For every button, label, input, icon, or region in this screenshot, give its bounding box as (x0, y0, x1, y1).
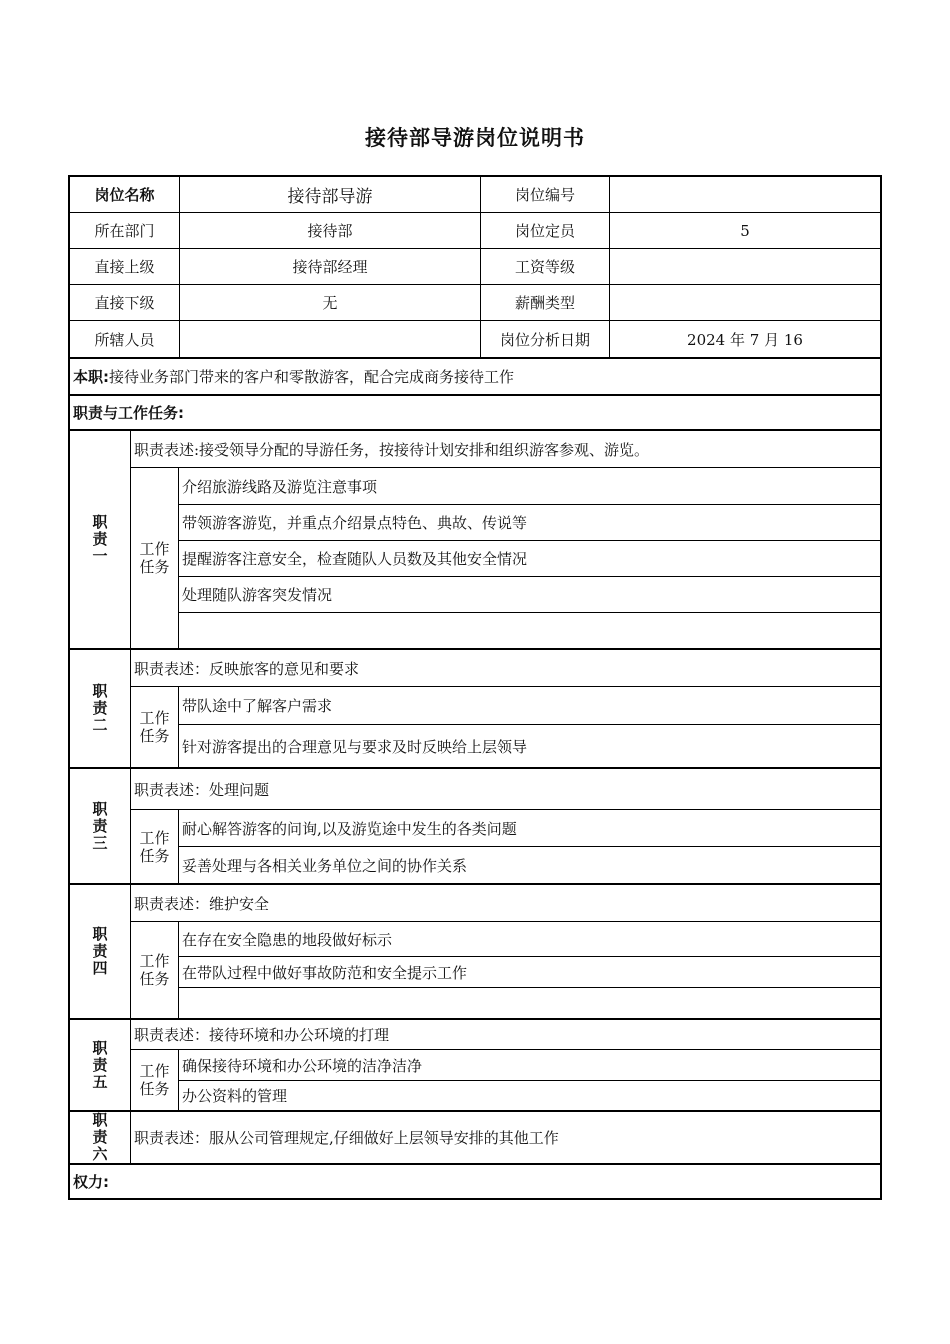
work-tasks-label-line: 工作 (139, 1062, 170, 1080)
work-tasks-label-line: 任务 (139, 727, 170, 745)
task-item: 办公资料的管理 (179, 1080, 880, 1110)
duty-name (70, 650, 131, 767)
work-tasks-label-line: 工作 (139, 709, 170, 727)
work-tasks-label (131, 810, 179, 883)
duty-name-char: 职 (92, 682, 108, 700)
duty-name-char: 一 (92, 547, 108, 565)
info-row (70, 320, 880, 357)
info-value: 2024 年 7 月 16 (609, 321, 880, 357)
task-item: 提醒游客注意安全，检查随队人员数及其他安全情况 (179, 540, 880, 576)
duty-name-char: 二 (92, 716, 108, 734)
duty-name (70, 885, 131, 1018)
duty-name-char: 责 (92, 1128, 108, 1146)
benzhi-text: 接待业务部门带来的客户和零散游客，配合完成商务接待工作 (109, 368, 515, 386)
info-value: 接待部经理 (179, 249, 480, 284)
task-item: 处理随队游客突发情况 (179, 576, 880, 612)
info-value (609, 249, 880, 284)
duty-description: 职责表述：服从公司管理规定,仔细做好上层领导安排的其他工作 (134, 1129, 559, 1147)
info-label: 岗位编号 (480, 177, 609, 212)
duty-description: 职责表述：接待环境和办公环境的打理 (134, 1026, 390, 1044)
info-value (179, 321, 480, 357)
work-tasks-label (131, 1050, 179, 1110)
duty-name-char: 责 (92, 530, 108, 548)
info-value: 5 (609, 213, 880, 248)
duty-block (70, 767, 880, 883)
duty-name-char: 责 (92, 699, 108, 717)
info-label: 工资等级 (480, 249, 609, 284)
work-tasks-label (131, 922, 179, 1018)
work-tasks-label-line: 任务 (139, 1080, 170, 1098)
work-tasks-label (131, 687, 179, 767)
duty-name-char: 四 (92, 959, 108, 977)
info-row (70, 212, 880, 248)
quanli-row (70, 1163, 880, 1198)
info-value: 接待部导游 (179, 177, 480, 212)
duty-name-char: 职 (92, 925, 108, 943)
task-item: 带领游客游览，并重点介绍景点特色、典故、传说等 (179, 504, 880, 540)
duty-name (70, 1020, 131, 1110)
info-label: 所在部门 (94, 222, 155, 240)
duty-name-char: 六 (92, 1145, 108, 1163)
duty-name-char: 责 (92, 942, 108, 960)
duty-name-char: 五 (92, 1072, 108, 1091)
task-item (179, 612, 880, 648)
duty-description: 职责表述：维护安全 (134, 894, 270, 913)
task-item: 妥善处理与各相关业务单位之间的协作关系 (179, 846, 880, 883)
info-value: 无 (179, 285, 480, 320)
work-tasks-label-line: 任务 (139, 846, 170, 865)
duty-block (70, 429, 880, 648)
task-item: 在存在安全隐患的地段做好标示 (182, 930, 393, 949)
duty-block (70, 648, 880, 767)
task-item: 耐心解答游客的问询,以及游览途中发生的各类问题 (182, 819, 517, 838)
work-tasks-label-line: 任务 (139, 970, 170, 988)
info-value: 接待部 (179, 213, 480, 248)
duty-block (70, 1110, 880, 1163)
job-description-table (68, 175, 882, 1200)
info-label: 岗位名称 (94, 186, 155, 204)
work-tasks-label-line: 工作 (139, 540, 170, 558)
info-value (609, 285, 880, 320)
work-tasks-label (131, 468, 179, 648)
duty-description: 职责表述：反映旅客的意见和要求 (134, 659, 360, 678)
duty-name-char: 职 (92, 1111, 108, 1129)
quanli-label: 权力: (73, 1173, 109, 1191)
info-row (70, 248, 880, 284)
duty-name-char: 责 (92, 816, 108, 835)
task-item: 针对游客提出的合理意见与要求及时反映给上层领导 (179, 724, 880, 767)
task-item: 在带队过程中做好事故防范和安全提示工作 (179, 956, 880, 987)
work-tasks-label-line: 任务 (139, 558, 170, 576)
duty-block (70, 1018, 880, 1110)
task-item: 介绍旅游线路及游览注意事项 (182, 477, 378, 496)
duty-name (70, 431, 131, 648)
document-title: 接待部导游岗位说明书 (365, 126, 585, 150)
info-row (70, 284, 880, 320)
benzhi-label: 本职: (73, 368, 109, 386)
duties-heading-row (70, 394, 880, 429)
info-row (70, 177, 880, 212)
duty-name (70, 1112, 131, 1163)
info-value (609, 177, 880, 212)
duty-description: 职责表述：处理问题 (134, 780, 270, 799)
duty-name (70, 769, 131, 883)
info-label: 薪酬类型 (480, 285, 609, 320)
task-item: 确保接待环境和办公环境的洁净洁净 (182, 1056, 423, 1075)
duty-name-char: 职 (92, 513, 108, 531)
duty-name-char: 责 (92, 1055, 108, 1074)
duties-heading: 职责与工作任务: (73, 404, 184, 422)
info-label: 岗位定员 (480, 213, 609, 248)
duty-block (70, 883, 880, 1018)
info-label: 所辖人员 (94, 330, 155, 349)
duty-name-char: 职 (92, 1038, 108, 1057)
info-label: 直接上级 (94, 258, 155, 276)
info-label: 岗位分析日期 (480, 321, 609, 357)
duty-name-char: 职 (92, 799, 108, 818)
task-item: 带队途中了解客户需求 (182, 697, 333, 715)
info-label: 直接下级 (94, 294, 155, 312)
task-item (179, 987, 880, 1018)
duty-description: 职责表述:接受领导分配的导游任务，按接待计划安排和组织游客参观、游览。 (134, 440, 650, 459)
duty-name-char: 三 (92, 833, 108, 852)
benzhi-row (70, 357, 880, 394)
work-tasks-label-line: 工作 (139, 828, 170, 847)
work-tasks-label-line: 工作 (139, 952, 170, 970)
